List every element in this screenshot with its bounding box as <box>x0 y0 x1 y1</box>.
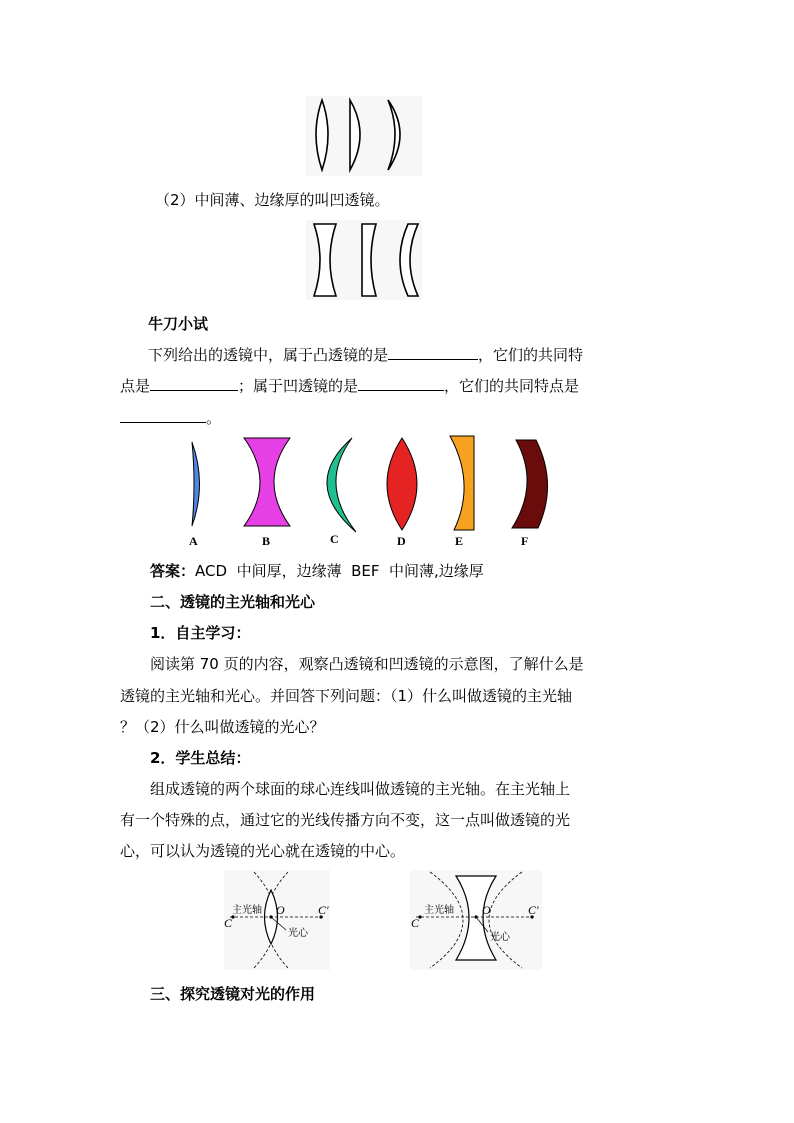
answer-text: ACD 中间厚，边缘薄 BEF 中间薄,边缘厚 <box>195 562 484 580</box>
answer-blank-concave[interactable] <box>358 376 444 391</box>
point-c-convex: C <box>224 916 233 930</box>
point-c2-concave: C′ <box>528 903 539 917</box>
question-text-2c: ，它们的共同特点是 <box>444 377 580 395</box>
lens-c-shape <box>327 438 356 532</box>
lens-e-shape <box>450 436 474 530</box>
point-c-concave: C <box>411 916 420 930</box>
answer-label: 答案： <box>150 562 196 580</box>
subsection-2-title: 2．学生总结： <box>150 749 251 767</box>
concave-axis-diagram <box>410 870 542 970</box>
lens-label-e: E <box>455 534 464 548</box>
question-text-1b: ，它们的共同特 <box>478 346 584 364</box>
center-label-concave: 光心 <box>490 932 510 943</box>
practice-title: 牛刀小试 <box>148 315 209 333</box>
lens-f-shape <box>512 440 548 528</box>
section-2-title: 二、透镜的主光轴和光心 <box>150 593 316 611</box>
lens-b-shape <box>244 438 290 526</box>
lens-d-shape <box>387 438 417 530</box>
question-text-2b: ；属于凹透镜的是 <box>238 377 359 395</box>
point-c2-convex: C′ <box>318 903 329 917</box>
lens-label-c: C <box>330 532 339 546</box>
lens-label-a: A <box>189 534 198 548</box>
concave-lens-figures <box>306 220 422 300</box>
question-line-2 <box>120 376 579 396</box>
answer-blank-convex-feature[interactable] <box>150 376 238 391</box>
answer-line <box>150 561 484 581</box>
lens-label-f: F <box>521 534 529 548</box>
reading-paragraph-line-3: ？（2）什么叫做透镜的光心？ <box>120 718 325 736</box>
axis-label-convex: 主光轴 <box>232 905 262 916</box>
summary-paragraph-line-1: 组成透镜的两个球面的球心连线叫做透镜的主光轴。在主光轴上 <box>150 780 571 798</box>
section-3-title: 三、探究透镜对光的作用 <box>150 985 316 1003</box>
question-line-3 <box>120 408 221 428</box>
point-o-concave: O <box>482 903 491 917</box>
answer-blank-convex[interactable] <box>388 345 478 360</box>
question-line-1 <box>148 345 583 365</box>
lens-a-shape <box>192 442 200 526</box>
convex-lens-figures <box>306 96 422 176</box>
reading-paragraph-line-1: 阅读第 70 页的内容，观察凸透镜和凹透镜的示意图，了解什么是 <box>150 655 584 673</box>
question-text-2a: 点是 <box>120 377 151 395</box>
summary-paragraph-line-3: 心，可以认为透镜的光心就在透镜的中心。 <box>120 842 406 860</box>
colored-lens-figures <box>180 434 560 534</box>
lens-label-b: B <box>262 534 271 548</box>
lens-label-d: D <box>397 534 406 548</box>
convex-axis-diagram <box>224 870 330 970</box>
question-text-3: 。 <box>206 409 222 427</box>
question-text-1a: 下列给出的透镜中，属于凸透镜的是 <box>148 346 389 364</box>
concave-definition: （2）中间薄、边缘厚的叫凹透镜。 <box>155 191 390 209</box>
subsection-1-title: 1．自主学习： <box>150 624 251 642</box>
summary-paragraph-line-2: 有一个特殊的点，通过它的光线传播方向不变，这一点叫做透镜的光 <box>120 811 571 829</box>
reading-paragraph-line-2: 透镜的主光轴和光心。并回答下列问题：（1）什么叫做透镜的主光轴 <box>120 687 573 705</box>
answer-blank-concave-feature[interactable] <box>120 408 206 423</box>
point-o-convex: O <box>276 903 285 917</box>
center-label-convex: 光心 <box>288 928 308 939</box>
axis-label-concave: 主光轴 <box>424 905 454 916</box>
